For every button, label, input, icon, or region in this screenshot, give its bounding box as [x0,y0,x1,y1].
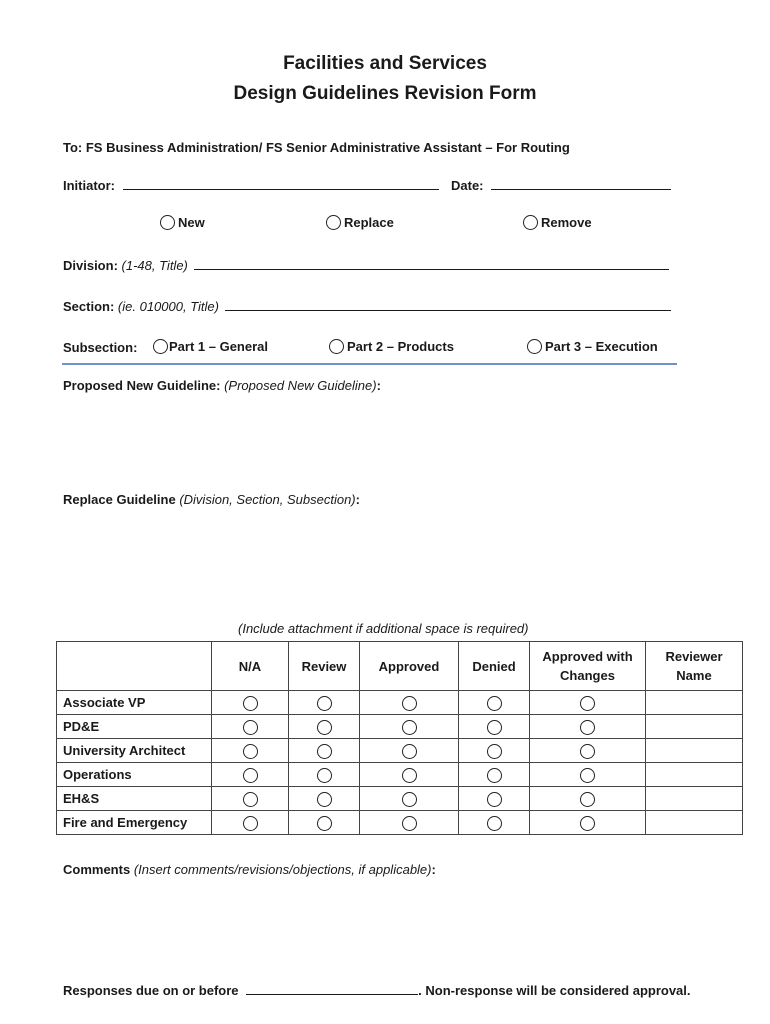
section-hint: (ie. 010000, Title) [117,299,219,314]
replace-suffix: : [355,492,360,507]
comments-hint[interactable]: (Insert comments/revisions/objections, if applicable) [133,862,432,877]
option-remove[interactable] [523,215,592,230]
date-field[interactable] [491,177,671,190]
na-cell [212,739,289,763]
option-part3-label: Part 3 – Execution [545,339,658,354]
form-title-line1: Facilities and Services [283,53,487,74]
review-cell [289,715,360,739]
na-cell [212,691,289,715]
initiator-row [63,177,439,193]
approved-with-changes-cell [530,763,646,787]
na-cell [212,811,289,835]
denied-radio[interactable] [487,816,502,831]
section-label: Section: [63,299,115,314]
approved-with-changes-radio[interactable] [580,792,595,807]
row-label: Fire and Emergency [57,811,212,835]
initiator-label: Initiator: [63,178,115,193]
division-row [63,257,669,273]
header-denied: Denied [459,642,530,691]
approved-with-changes-cell [530,739,646,763]
radio-part3[interactable] [527,339,542,354]
option-part1[interactable] [153,339,268,354]
approved-cell [360,811,459,835]
response-due-date-field[interactable] [246,982,418,995]
denied-radio[interactable] [487,696,502,711]
comments-row [63,862,436,877]
approved-radio[interactable] [402,720,417,735]
approved-cell [360,787,459,811]
table-row [57,763,743,787]
approved-radio[interactable] [402,768,417,783]
option-part2[interactable] [329,339,454,354]
na-radio[interactable] [243,696,258,711]
replace-label: Replace Guideline [63,492,176,507]
review-cell [289,787,360,811]
denied-cell [459,763,530,787]
header-approved-with-changes: Approved with Changes [530,642,646,691]
row-label: Associate VP [57,691,212,715]
review-table-header [57,642,743,691]
section-row [63,298,671,314]
division-field[interactable] [194,257,669,270]
review-radio[interactable] [317,768,332,783]
denied-cell [459,691,530,715]
na-radio[interactable] [243,768,258,783]
approved-with-changes-cell [530,787,646,811]
review-radio[interactable] [317,696,332,711]
footer-row [63,982,691,998]
option-part3[interactable] [527,339,658,354]
approved-with-changes-cell [530,691,646,715]
section-divider [62,363,677,365]
review-radio[interactable] [317,792,332,807]
reviewer-name-cell[interactable] [646,739,743,763]
proposed-hint[interactable]: (Proposed New Guideline) [224,378,377,393]
na-radio[interactable] [243,720,258,735]
date-label: Date: [451,178,484,193]
header-na: N/A [212,642,289,691]
proposed-suffix: : [376,378,381,393]
na-radio[interactable] [243,744,258,759]
option-new-label: New [178,215,205,230]
denied-radio[interactable] [487,744,502,759]
na-radio[interactable] [243,816,258,831]
form-title-line2: Design Guidelines Revision Form [233,83,537,104]
option-part2-label: Part 2 – Products [347,339,454,354]
reviewer-name-cell[interactable] [646,715,743,739]
reviewer-name-cell[interactable] [646,811,743,835]
na-radio[interactable] [243,792,258,807]
review-table [56,641,743,835]
reviewer-name-cell[interactable] [646,787,743,811]
row-label: University Architect [57,739,212,763]
table-row [57,691,743,715]
option-replace-label: Replace [344,215,394,230]
comments-label: Comments [63,862,131,877]
na-cell [212,763,289,787]
row-label: Operations [57,763,212,787]
option-replace[interactable] [326,215,394,230]
row-label: EH&S [57,787,212,811]
denied-radio[interactable] [487,768,502,783]
approved-with-changes-radio[interactable] [580,696,595,711]
approved-radio[interactable] [402,792,417,807]
radio-replace[interactable] [326,215,341,230]
approved-with-changes-radio[interactable] [580,816,595,831]
approved-radio[interactable] [402,744,417,759]
reviewer-name-cell[interactable] [646,763,743,787]
review-radio[interactable] [317,816,332,831]
comments-suffix: : [431,862,436,877]
table-row [57,715,743,739]
radio-part2[interactable] [329,339,344,354]
na-cell [212,715,289,739]
replace-hint[interactable]: (Division, Section, Subsection) [179,492,356,507]
proposed-guideline-row [63,378,381,393]
section-field[interactable] [225,298,671,311]
denied-cell [459,787,530,811]
option-new[interactable] [160,215,205,230]
radio-part1[interactable] [153,339,168,354]
review-radio[interactable] [317,720,332,735]
option-remove-label: Remove [541,215,592,230]
denied-radio[interactable] [487,720,502,735]
row-label: PD&E [57,715,212,739]
approved-with-changes-radio[interactable] [580,720,595,735]
division-label: Division: [63,258,118,273]
approved-cell [360,739,459,763]
review-cell [289,739,360,763]
approved-with-changes-cell [530,715,646,739]
reviewer-name-cell[interactable] [646,691,743,715]
initiator-field[interactable] [123,177,439,190]
denied-radio[interactable] [487,792,502,807]
approved-cell [360,715,459,739]
footer-prefix: Responses due on or before [63,983,239,998]
approved-cell [360,763,459,787]
table-row [57,811,743,835]
subsection-label: Subsection: [63,340,138,355]
footer-suffix: . Non-response will be considered approval. [418,983,691,998]
approved-with-changes-cell [530,811,646,835]
na-cell [212,787,289,811]
attachment-note: (Include attachment if additional space is required) [238,621,529,636]
review-radio[interactable] [317,744,332,759]
denied-cell [459,811,530,835]
approved-radio[interactable] [402,816,417,831]
proposed-label: Proposed New Guideline: [63,378,221,393]
approved-with-changes-radio[interactable] [580,768,595,783]
header-blank [57,642,212,691]
approved-with-changes-radio[interactable] [580,744,595,759]
radio-remove[interactable] [523,215,538,230]
header-reviewer-name: Reviewer Name [646,642,743,691]
approved-cell [360,691,459,715]
review-cell [289,763,360,787]
replace-guideline-row [63,492,360,507]
option-part1-label: Part 1 – General [169,339,268,354]
approved-radio[interactable] [402,696,417,711]
table-row [57,739,743,763]
review-cell [289,691,360,715]
radio-new[interactable] [160,215,175,230]
denied-cell [459,715,530,739]
header-review: Review [289,642,360,691]
date-row [451,177,671,193]
header-approved: Approved [360,642,459,691]
review-cell [289,811,360,835]
routing-text: To: FS Business Administration/ FS Senior Administrative Assistant – For Routing [63,140,570,155]
table-row [57,787,743,811]
division-hint: (1-48, Title) [121,258,188,273]
denied-cell [459,739,530,763]
